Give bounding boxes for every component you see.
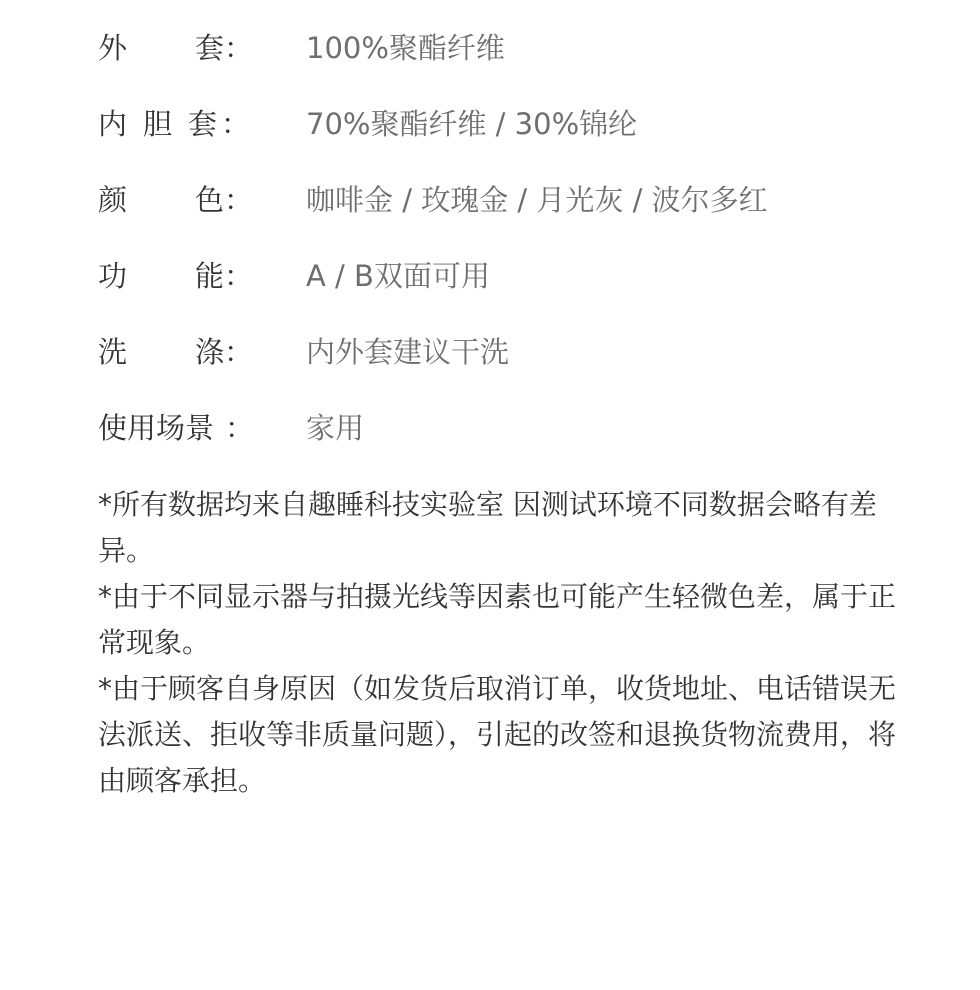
- spec-row-inner-cover: [98, 86, 898, 162]
- spec-row-outer-cover: [98, 10, 898, 86]
- spec-label: [98, 328, 254, 376]
- spec-label-char: 洗: [98, 335, 128, 369]
- spec-row-function: [98, 238, 898, 314]
- spec-label-char: 外: [98, 31, 128, 65]
- disclaimer-notes: [98, 482, 898, 804]
- spec-value: A / B双面可用: [306, 259, 490, 293]
- spec-label: [98, 24, 254, 72]
- note-shipping-cost: *由于顾客自身原因（如发货后取消订单，收货地址、电话错误无法派送、拒收等非质量问题），引起的改签和退换货物流费用，将由顾客承担。: [98, 672, 897, 797]
- spec-value: 咖啡金 / 玫瑰金 / 月光灰 / 波尔多红: [306, 183, 768, 217]
- spec-row-washing: [98, 314, 898, 390]
- spec-label: [98, 252, 254, 300]
- spec-label-colon: ：: [224, 183, 254, 217]
- spec-label-colon: ：: [224, 31, 254, 65]
- spec-list: [98, 10, 898, 466]
- spec-value: 100%聚酯纤维: [306, 31, 505, 65]
- spec-value: 70%聚酯纤维 / 30%锦纶: [306, 107, 638, 141]
- spec-label-text: 使用场景: [98, 411, 215, 445]
- note-data-source: *所有数据均来自趣睡科技实验室 因测试环境不同数据会略有差异。: [98, 488, 877, 567]
- spec-value: 内外套建议干洗: [306, 335, 510, 369]
- spec-row-color: [98, 162, 898, 238]
- spec-label-char: 能: [195, 259, 225, 293]
- spec-label-char: 色: [195, 183, 225, 217]
- spec-label-char: 套: [188, 107, 218, 141]
- spec-value: 家用: [306, 411, 365, 445]
- spec-label-colon: ：: [224, 259, 254, 293]
- spec-label-char: 颜: [98, 183, 128, 217]
- spec-label-colon: ：: [220, 107, 250, 141]
- spec-label-char: 套: [195, 31, 225, 65]
- spec-label-colon: ：: [224, 411, 254, 445]
- spec-label-char: 胆: [143, 107, 173, 141]
- spec-label-colon: ：: [224, 335, 254, 369]
- note-color-difference: *由于不同显示器与拍摄光线等因素也可能产生轻微色差，属于正常现象。: [98, 580, 897, 659]
- spec-label-char: 涤: [195, 335, 225, 369]
- spec-label: [98, 404, 254, 452]
- spec-label: [98, 176, 254, 224]
- spec-label: [98, 100, 250, 148]
- spec-row-usage-scene: [98, 390, 898, 466]
- spec-label-char: 内: [98, 107, 128, 141]
- spec-label-char: 功: [98, 259, 128, 293]
